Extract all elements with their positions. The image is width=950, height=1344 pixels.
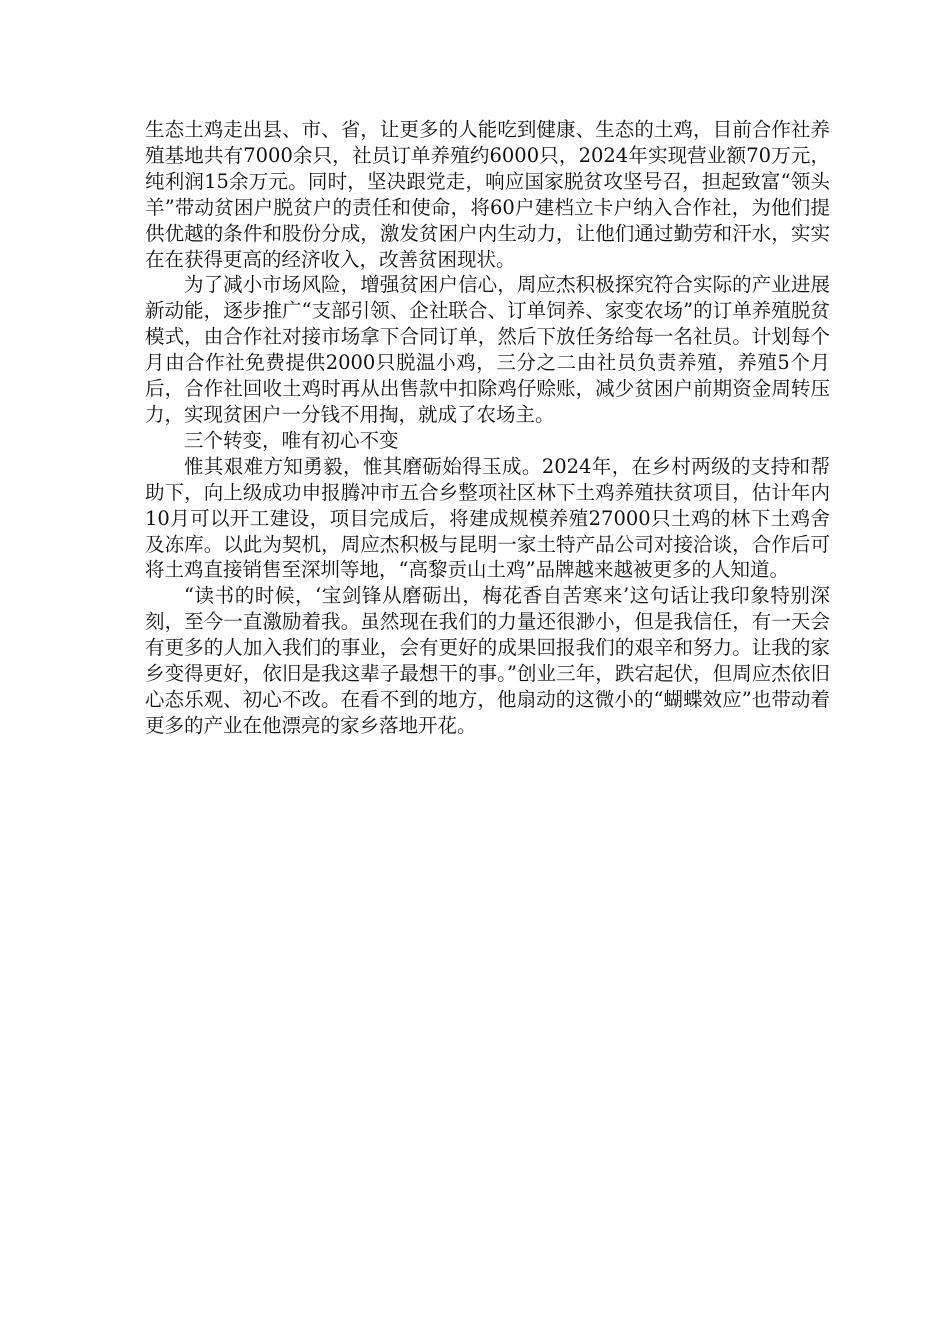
section-heading: 三个转变，唯有初心不变	[184, 428, 399, 452]
paragraph-project-application: 惟其艰难方知勇毅，惟其磨砺始得玉成。2024年，在乡村两级的支持和帮助下，向上级成功申报腾冲市五合乡整项社区林下土鸡养殖扶贫项目，估计年内10月可以开工建设，项目完成后，将建成规模养殖27000只土鸡的林下土鸡舍及冻库。以此为契机，周应杰积极与昆明一家土特产品公司对接洽谈，合作后可将土鸡直接销售至深圳等地，“高黎贡山土鸡”品牌越来越被更多的人知道。	[145, 454, 830, 582]
document-body	[145, 117, 830, 739]
paragraph-cooperative-results: 生态土鸡走出县、市、省，让更多的人能吃到健康、生态的土鸡，目前合作社养殖基地共有7000余只，社员订单养殖约6000只，2024年实现营业额70万元，纯利润15余万元。同时，坚决跟党走，响应国家脱贫攻坚号召，担起致富“领头羊”带动贫困户脱贫户的责任和使命，将60户建档立卡户纳入合作社，为他们提供优越的条件和股份分成，激发贫困户内生动力，让他们通过勤劳和汗水，实实在在获得更高的经济收入，改善贫困现状。	[145, 118, 830, 271]
paragraph-order-farming-model: 为了减小市场风险，增强贫困户信心，周应杰积极探究符合实际的产业进展新动能，逐步推广“支部引领、企社联合、订单饲养、家变农场”的订单养殖脱贫模式，由合作社对接市场拿下合同订单，然后下放任务给每一名社员。计划每个月由合作社免费提供2000只脱温小鸡，三分之二由社员负责养殖，养殖5个月后，合作社回收土鸡时再从出售款中扣除鸡仔赊账，减少贫困户前期资金周转压力，实现贫困户一分钱不用掏，就成了农场主。	[145, 273, 830, 426]
paragraph-quote-and-closing: “读书的时候，‘宝剑锋从磨砺出，梅花香自苦寒来’这句话让我印象特别深刻，至今一直激励着我。虽然现在我们的力量还很渺小，但是我信任，有一天会有更多的人加入我们的事业，会有更好的成果回报我们的艰辛和努力。让我的家乡变得更好，依旧是我这辈子最想干的事。”创业三年，跌宕起伏，但周应杰依旧心态乐观、初心不改。在看不到的地方，他扇动的这微小的“蝴蝶效应”也带动着更多的产业在他漂亮的家乡落地开花。	[145, 584, 830, 737]
